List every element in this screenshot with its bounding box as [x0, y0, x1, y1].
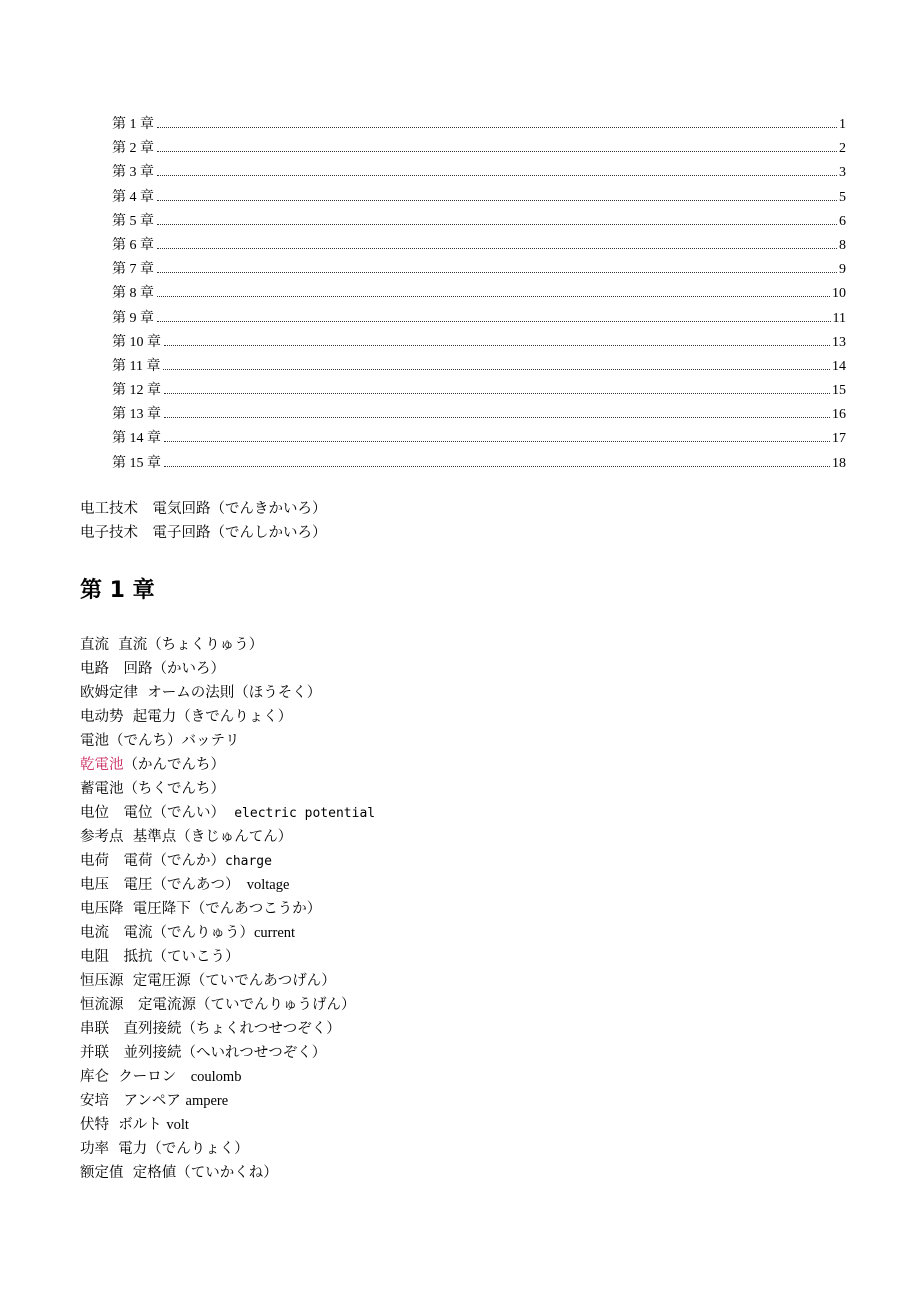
toc-entry-label: 第 8 章 — [112, 286, 154, 302]
vocab-text: volt — [166, 1117, 189, 1133]
vocab-text: current — [254, 925, 296, 941]
vocab-text: 并联 並列接続（へいれつせつぞく） — [80, 1045, 327, 1061]
vocab-line — [80, 921, 375, 945]
vocab-line — [80, 1089, 375, 1113]
vocab-line — [80, 993, 375, 1017]
vocab-text: 直流 直流（ちょくりゅう） — [80, 637, 264, 653]
vocab-line — [80, 873, 375, 897]
toc-entry[interactable] — [112, 403, 846, 427]
toc-entry-page-number: 8 — [839, 237, 846, 253]
toc-entry[interactable] — [112, 258, 846, 282]
toc-entry[interactable] — [112, 210, 846, 234]
vocab-text: 额定值 定格値（ていかくね） — [80, 1165, 278, 1181]
toc-entry[interactable] — [112, 452, 846, 476]
vocab-text: 电压降 電圧降下（でんあつこうか） — [80, 901, 322, 917]
vocab-line — [80, 969, 375, 993]
vocab-line — [80, 849, 375, 873]
toc-entry[interactable] — [112, 137, 846, 161]
vocab-line — [80, 777, 375, 801]
vocab-line — [80, 633, 375, 657]
vocab-line — [80, 1065, 375, 1089]
vocab-text: 库仑 クーロン — [80, 1069, 191, 1085]
toc-entry-page-number: 16 — [832, 407, 846, 423]
toc-entry[interactable] — [112, 113, 846, 137]
vocab-line — [80, 1041, 375, 1065]
toc-entry[interactable] — [112, 379, 846, 403]
chapter-title: 第 1 章 — [80, 578, 155, 603]
vocab-text: 功率 電力（でんりょく） — [80, 1141, 249, 1157]
vocab-text: 蓄電池（ちくでんち） — [80, 781, 225, 797]
toc-dot-leader — [164, 417, 830, 418]
vocab-line — [80, 1161, 375, 1185]
toc-entry-label: 第 12 章 — [112, 383, 161, 399]
toc-entry-page-number: 11 — [832, 310, 846, 326]
vocab-text: ampere — [185, 1093, 229, 1109]
toc-dot-leader — [164, 345, 830, 346]
toc-entry-label: 第 5 章 — [112, 213, 154, 229]
toc-entry-page-number: 15 — [832, 383, 846, 399]
toc-entry-page-number: 9 — [839, 262, 846, 278]
toc-entry-label: 第 4 章 — [112, 189, 154, 205]
vocab-line — [80, 1017, 375, 1041]
vocab-text: voltage — [246, 877, 290, 893]
intro-line: 电子技术 電子回路（でんしかいろ） — [80, 525, 327, 541]
toc-entry-label: 第 6 章 — [112, 237, 154, 253]
vocab-text: 欧姆定律 オームの法則（ほうそく） — [80, 685, 322, 701]
toc-entry-label: 第 1 章 — [112, 117, 154, 132]
toc-entry-label: 第 11 章 — [112, 358, 161, 374]
vocab-text: 電池（でんち）バッテリ — [80, 733, 240, 749]
vocab-text: 电阻 抵抗（ていこう） — [80, 949, 240, 965]
vocab-text: 电流 電流（でんりゅう） — [80, 925, 254, 941]
vocab-text: 电路 回路（かいろ） — [80, 661, 225, 677]
toc-dot-leader — [164, 466, 830, 467]
toc-dot-leader — [157, 272, 837, 273]
vocab-text: 恒压源 定電圧源（ていでんあつげん） — [80, 973, 336, 989]
toc-entry[interactable] — [112, 186, 846, 210]
toc-entry[interactable] — [112, 282, 846, 306]
toc-dot-leader — [164, 441, 830, 442]
toc-dot-leader — [157, 175, 837, 176]
vocab-line — [80, 657, 375, 681]
toc-entry[interactable] — [112, 331, 846, 355]
vocab-line — [80, 753, 375, 777]
vocab-line — [80, 729, 375, 753]
toc-entry-label: 第 15 章 — [112, 455, 161, 471]
vocab-text: 串联 直列接続（ちょくれつせつぞく） — [80, 1021, 341, 1037]
vocab-text: 安培 アンペア — [80, 1093, 186, 1109]
vocabulary-list — [80, 633, 375, 1185]
vocab-line — [80, 825, 375, 849]
vocab-text: （かんでんち） — [123, 757, 225, 773]
toc-dot-leader — [157, 321, 831, 322]
toc-entry-page-number: 3 — [839, 165, 846, 181]
toc-entry-label: 第 10 章 — [112, 334, 161, 350]
toc-entry[interactable] — [112, 355, 846, 379]
table-of-contents — [112, 113, 846, 476]
toc-entry-page-number: 1 — [839, 117, 846, 132]
vocab-line — [80, 945, 375, 969]
vocab-text: charge — [225, 854, 272, 869]
vocab-line — [80, 705, 375, 729]
toc-dot-leader — [157, 200, 837, 201]
toc-dot-leader — [157, 127, 837, 128]
vocab-text: 电荷 電荷（でんか） — [80, 853, 225, 869]
toc-dot-leader — [157, 248, 837, 249]
vocab-text: 参考点 基準点（きじゅんてん） — [80, 829, 293, 845]
toc-entry[interactable] — [112, 307, 846, 331]
intro-line: 电工技术 電気回路（でんきかいろ） — [80, 501, 327, 517]
vocab-text: electric potential — [234, 806, 376, 821]
vocab-line — [80, 1137, 375, 1161]
toc-entry-page-number: 5 — [839, 189, 846, 205]
toc-entry-page-number: 17 — [832, 431, 846, 447]
vocab-line — [80, 1113, 375, 1137]
toc-entry-label: 第 13 章 — [112, 407, 161, 423]
toc-entry-label: 第 14 章 — [112, 431, 161, 447]
toc-entry-label: 第 3 章 — [112, 165, 154, 181]
toc-entry-page-number: 14 — [832, 358, 846, 374]
toc-entry-page-number: 18 — [832, 455, 846, 471]
vocab-text: 伏特 ボルト — [80, 1117, 167, 1133]
toc-entry-label: 第 2 章 — [112, 141, 154, 157]
toc-dot-leader — [164, 393, 830, 394]
vocab-text: 电动势 起電力（きでんりょく） — [80, 709, 293, 725]
toc-dot-leader — [163, 369, 830, 370]
toc-entry-page-number: 2 — [839, 141, 846, 157]
toc-dot-leader — [157, 224, 837, 225]
vocab-line — [80, 897, 375, 921]
toc-entry-page-number: 13 — [832, 334, 846, 350]
vocab-text: 电位 電位（でんい） — [80, 805, 235, 821]
toc-entry[interactable] — [112, 234, 846, 258]
intro-lines — [80, 497, 327, 545]
toc-entry[interactable] — [112, 427, 846, 451]
vocab-text: 恒流源 定電流源（ていでんりゅうげん） — [80, 997, 356, 1013]
vocab-line — [80, 681, 375, 705]
vocab-text: coulomb — [190, 1069, 242, 1085]
toc-entry-page-number: 10 — [832, 286, 846, 302]
toc-dot-leader — [157, 151, 837, 152]
vocab-line — [80, 801, 375, 825]
highlighted-term: 乾電池 — [80, 757, 124, 773]
toc-dot-leader — [157, 296, 830, 297]
vocab-text: 电压 電圧（でんあつ） — [80, 877, 247, 893]
toc-entry-label: 第 9 章 — [112, 310, 154, 326]
toc-entry-label: 第 7 章 — [112, 262, 154, 278]
toc-entry[interactable] — [112, 161, 846, 185]
toc-entry-page-number: 6 — [839, 213, 846, 229]
